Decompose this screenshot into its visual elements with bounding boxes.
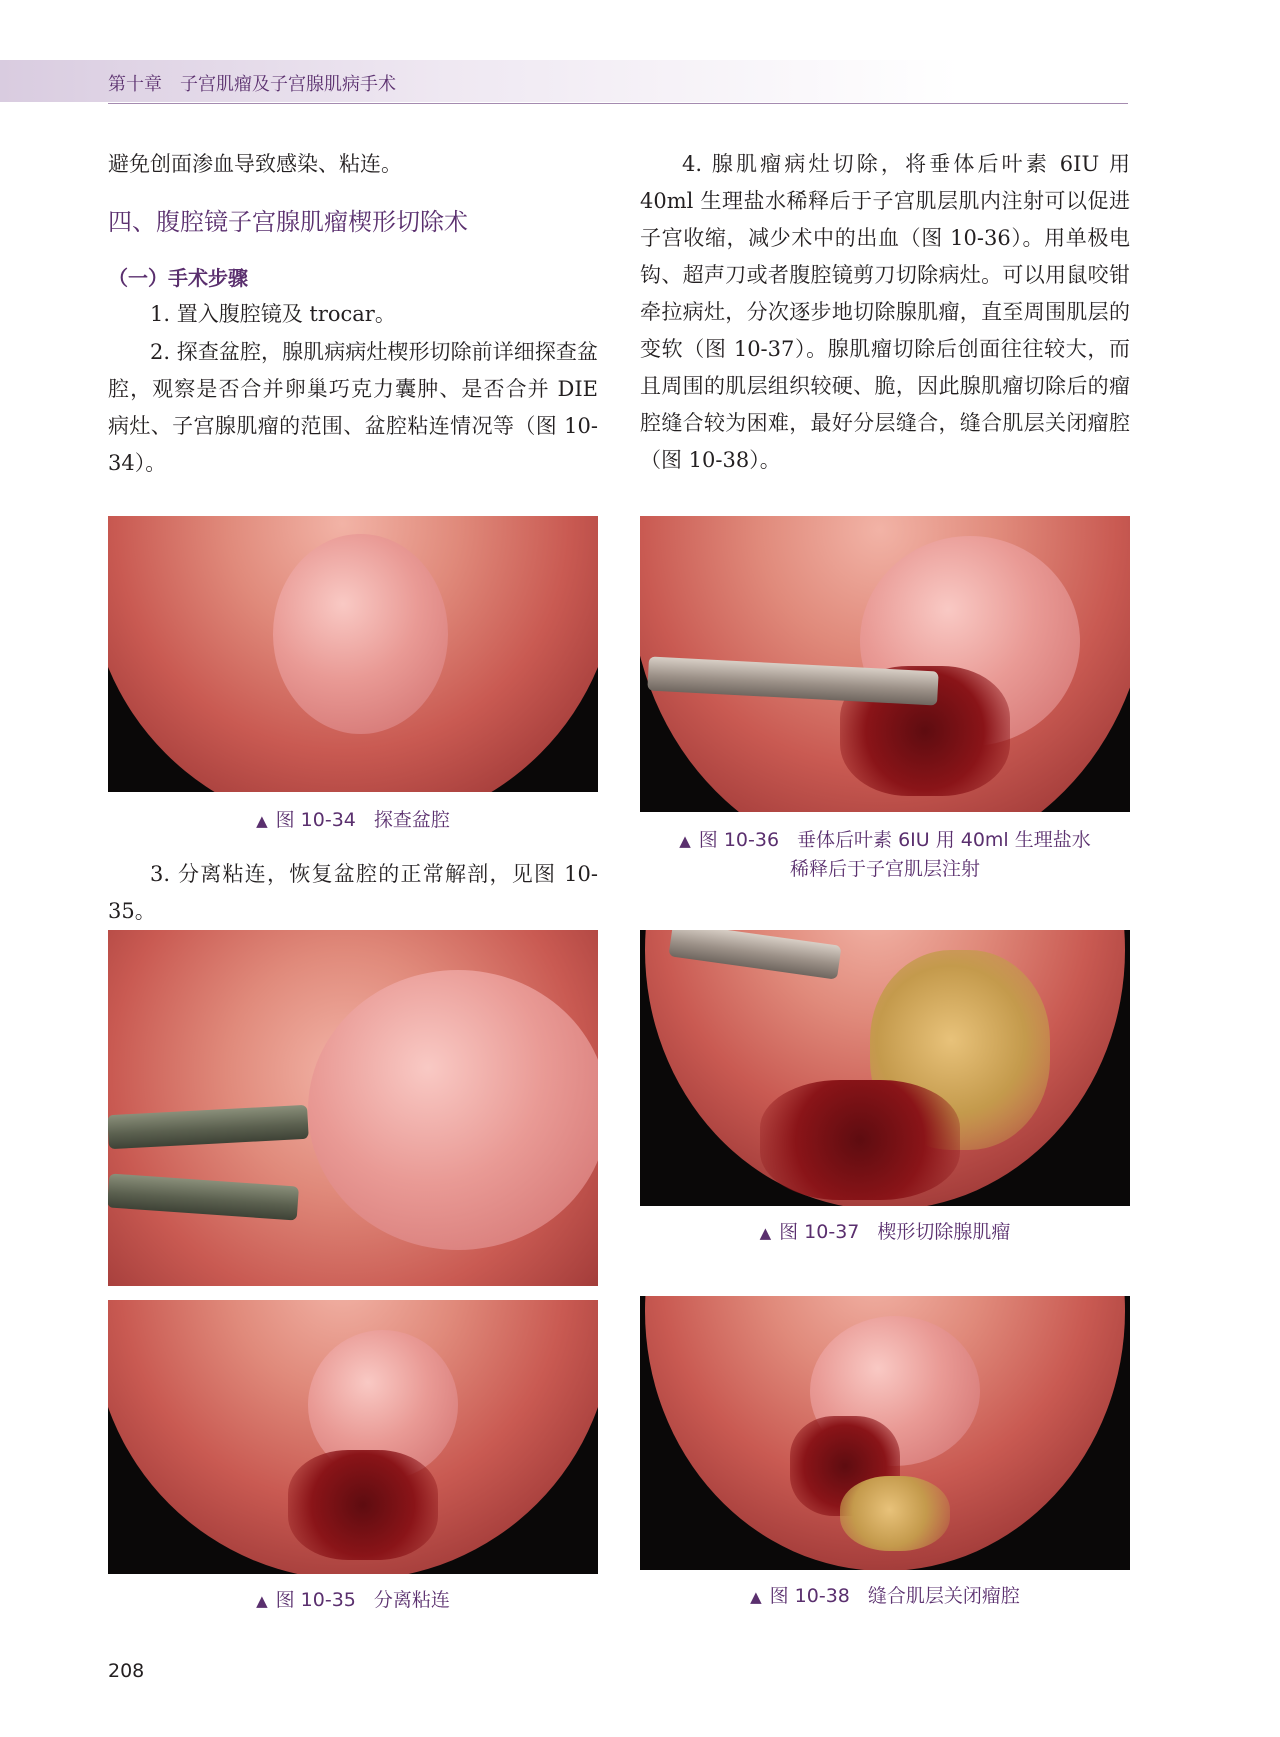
uterus <box>308 970 598 1250</box>
caption-title: 缝合肌层关闭瘤腔 <box>867 1585 1020 1607</box>
caption-title: 探查盆腔 <box>373 809 450 831</box>
caption-title-line-1: 垂体后叶素 6IU 用 40ml 生理盐水 <box>797 829 1091 851</box>
step-1: 1. 置入腹腔镜及 trocar。 <box>150 302 396 326</box>
bleeding-area <box>288 1450 438 1560</box>
caption-number: 图 10-37 <box>779 1221 860 1243</box>
figure-10-34-image <box>108 516 598 792</box>
caption-fig-10-35 <box>108 1586 598 1615</box>
intro-line: 避免创面渗血导致感染、粘连。 <box>108 152 402 176</box>
figure-10-38-image <box>640 1296 1130 1570</box>
triangle-marker-icon: ▲ <box>256 1592 268 1610</box>
header-divider <box>108 103 1128 104</box>
caption-title: 分离粘连 <box>373 1589 450 1611</box>
caption-fig-10-34 <box>108 806 598 835</box>
triangle-marker-icon: ▲ <box>759 1224 772 1242</box>
tumor-cavity <box>840 1476 950 1551</box>
bleeding-area <box>760 1080 960 1200</box>
caption-title: 楔形切除腺肌瘤 <box>877 1221 1011 1243</box>
step-3: 3. 分离粘连，恢复盆腔的正常解剖，见图 10-35。 <box>108 862 598 923</box>
caption-fig-10-38 <box>640 1582 1130 1611</box>
sub-heading: （一）手术步骤 <box>108 266 248 290</box>
figure-10-35-image-bottom <box>108 1300 598 1574</box>
triangle-marker-icon: ▲ <box>256 812 268 830</box>
figure-10-37-image <box>640 930 1130 1206</box>
step-4: 4. 腺肌瘤病灶切除，将垂体后叶素 6IU 用 40ml 生理盐水稀释后于子宫肌层肌内注射可以促进子宫收缩，减少术中的出血（图 10-36）。用单极电钩、超声刀或者腹腔镜剪刀切除病灶。可以用鼠咬钳牵拉病灶，分次逐步地切除腺肌瘤，直至周围肌层的变软（图 10-37）。腺肌瘤切除后创面往往较大，而且周围的肌层组织较硬、脆，因此腺肌瘤切除后的瘤腔缝合较为困难，最好分层缝合，缝合肌层关闭瘤腔（图 10-38）。 <box>640 152 1130 472</box>
page-number: 208 <box>108 1660 145 1682</box>
caption-fig-10-36 <box>640 826 1130 883</box>
triangle-marker-icon: ▲ <box>679 832 691 850</box>
caption-number: 图 10-35 <box>275 1589 356 1611</box>
step-2: 2. 探查盆腔，腺肌病病灶楔形切除前详细探查盆腔，观察是否合并卵巢巧克力囊肿、是否合并 DIE 病灶、子宫腺肌瘤的范围、盆腔粘连情况等（图 10-34）。 <box>108 340 598 475</box>
section-heading: 四、腹腔镜子宫腺肌瘤楔形切除术 <box>108 208 468 236</box>
caption-number: 图 10-38 <box>769 1585 850 1607</box>
triangle-marker-icon: ▲ <box>750 1588 762 1606</box>
figure-10-36-image <box>640 516 1130 812</box>
running-header-title: 第十章 子宫肌瘤及子宫腺肌病手术 <box>108 74 396 95</box>
caption-number: 图 10-34 <box>275 809 356 831</box>
caption-number: 图 10-36 <box>698 829 780 851</box>
caption-fig-10-37 <box>640 1218 1130 1247</box>
caption-title-line-2: 稀释后于子宫肌层注射 <box>789 858 980 880</box>
figure-10-35-image-top <box>108 930 598 1286</box>
uterus <box>273 534 448 734</box>
